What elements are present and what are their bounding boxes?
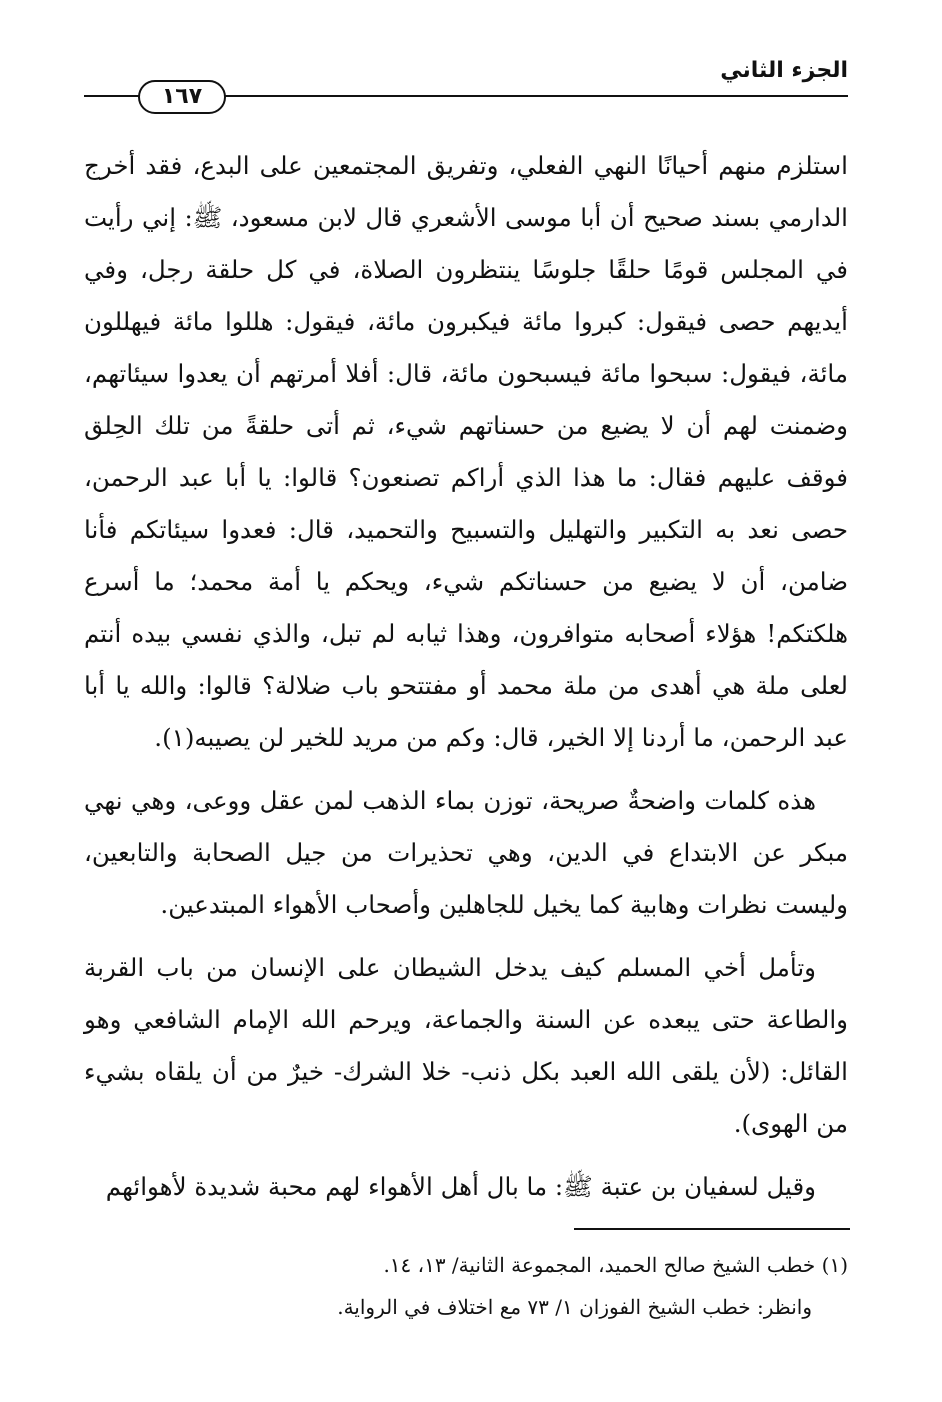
paragraph: وقيل لسفيان بن عتبة ﷺ: ما بال أهل الأهواء لهم محبة شديدة لأهوائهم <box>105 1172 816 1201</box>
paragraph: وتأمل أخي المسلم كيف يدخل الشيطان على الإنسان من باب القربة والطاعة حتى يبعده عن السنة والجماعة، ويرحم الله الإمام الشافعي وهو القائل: (لأن يلقى الله العبد بكل ذنب- خلا الشرك- خيرٌ من أن يلقاه بشيء من الهوى). <box>84 953 848 1138</box>
paragraph: هذه كلمات واضحةٌ صريحة، توزن بماء الذهب لمن عقل ووعى، وهي نهي مبكر عن الابتداع في الدين، وهي تحذيرات من جيل الصحابة والتابعين، وليست نظرات وهابية كما يخيل للجاهلين وأصحاب الأهواء المبتدعين. <box>84 786 848 919</box>
footnote-rule <box>574 1228 850 1230</box>
page-number: ١٦٧ <box>138 80 226 114</box>
paragraph: استلزم منهم أحيانًا النهي الفعلي، وتفريق المجتمعين على البدع، فقد أخرج الدارمي بسند صحيح أن أبا موسى الأشعري قال لابن مسعود، ﷺ: إني رأيت في المجلس قومًا حلقًا جلوسًا ينتظرون الصلاة، في كل حلقة رجل، وفي أيديهم حصى فيقول: كبروا مائة فيكبرون مائة، فيقول: هللوا مائة فيهللون مائة، فيقول: سبحوا مائة فيسبحون مائة، قال: أفلا أمرتهم أن يعدوا سيئاتهم، وضمنت لهم أن لا يضيع من حسناتهم شيء، ثم أتى حلقةً من تلك الحِلق فوقف عليهم فقال: ما هذا الذي أراكم تصنعون؟ قالوا: يا أبا عبد الرحمن، حصى نعد به التكبير والتهليل والتسبيح والتحميد، قال: فعدوا سيئاتكم فأنا ضامن، أن لا يضيع من حسناتكم شيء، ويحكم يا أمة محمد؛ ما أسرع هلكتكم! هؤلاء أصحابه متوافرون، وهذا ثيابه لم تبل، والذي نفسي بيده أنتم لعلى ملة هي أهدى من ملة محمد أو مفتتحو باب ضلالة؟ قالوا: والله يا أبا عبد الرحمن، ما أردنا إلا الخير، قال: وكم من مريد للخير لن يصيبه(١). <box>84 151 848 752</box>
main-text <box>84 140 848 1224</box>
footnotes <box>84 1244 848 1328</box>
running-title: الجزء الثاني <box>720 58 848 83</box>
footnote-1: (١) خطب الشيخ صالح الحميد، المجموعة الثانية/ ١٣، ١٤. <box>383 1253 848 1277</box>
footnote-1-continuation: وانظر: خطب الشيخ الفوزان ١/ ٧٣ مع اختلاف في الرواية. <box>337 1295 812 1319</box>
